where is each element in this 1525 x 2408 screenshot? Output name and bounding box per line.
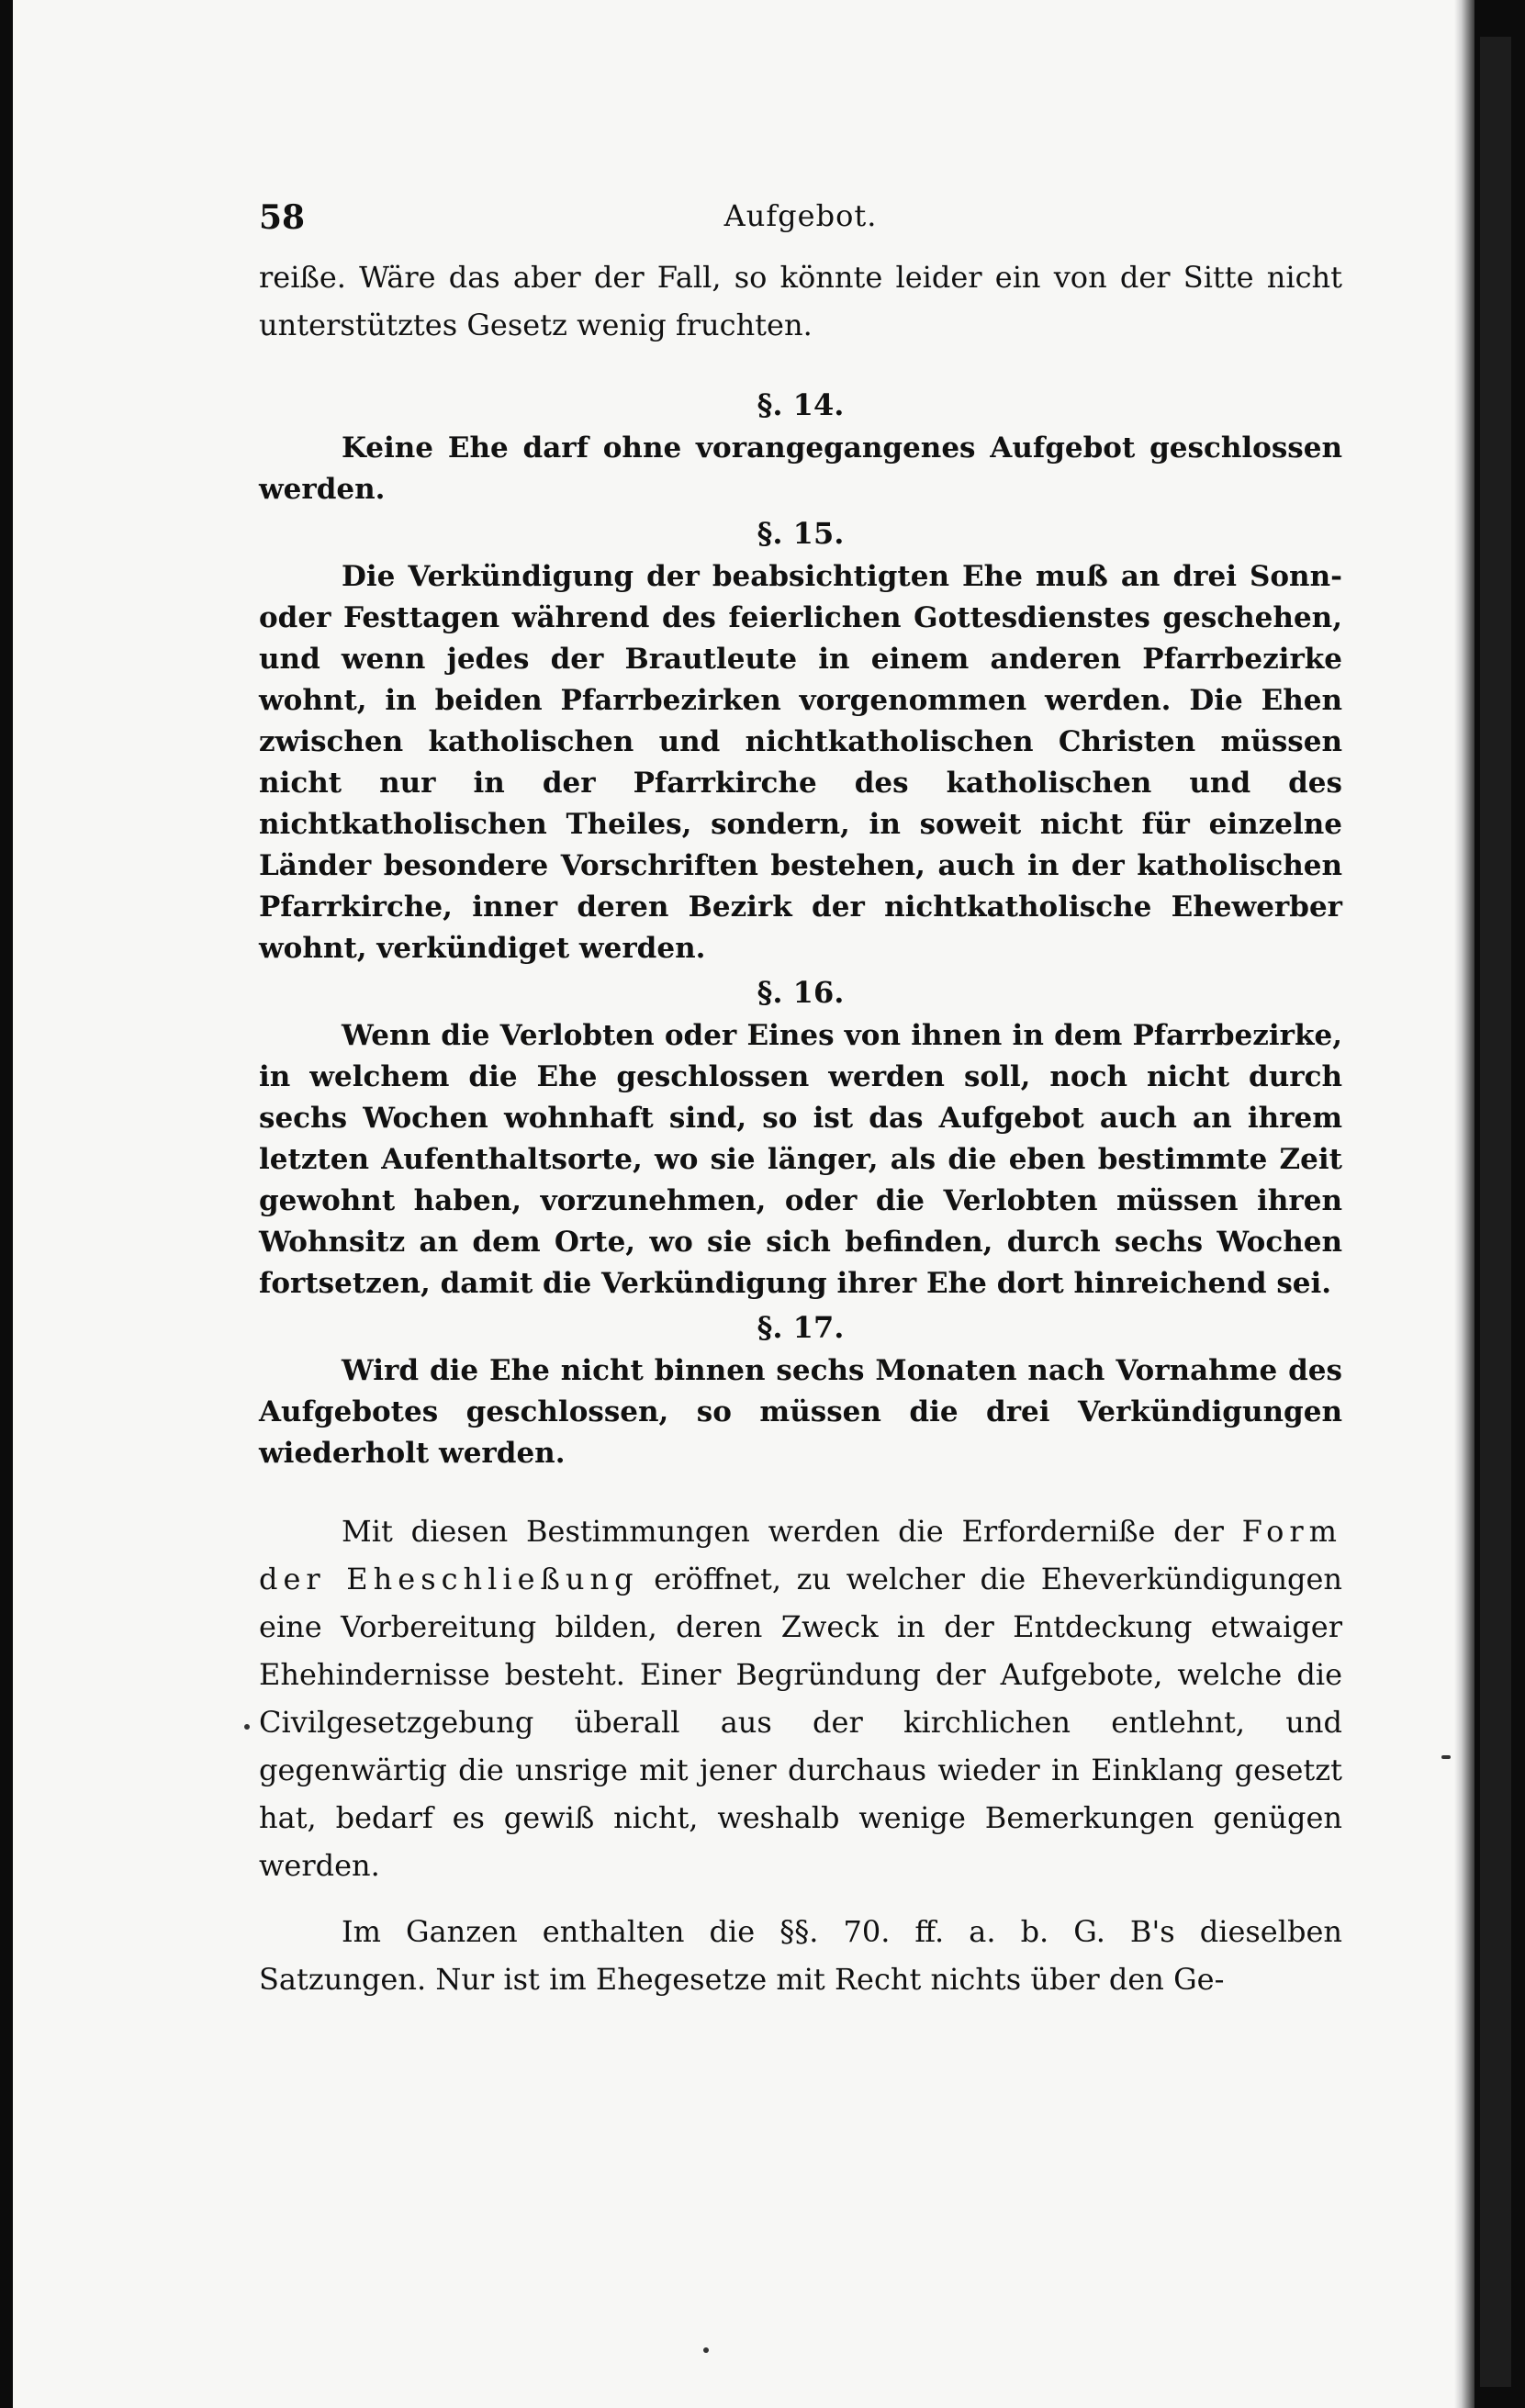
section-text: Wenn die Verlobten oder Eines von ihnen in dem Pfarrbezirke, in welchem die Ehe geschlossen werden soll, noch nicht durch sechs Wochen wohnhaft sind, so ist das Aufgebot auch an ihrem letzten Aufenthaltsorte, wo sie länger, als die eben bestimmte Zeit gewohnt haben, vorzunehmen, oder die Verlobten müssen ihren Wohnsitz an dem Orte, wo sie sich befinden, durch sechs Wochen fortsetzen, damit die Verkündigung ihrer Ehe dort hinreichend sei. bbox=[259, 1019, 1342, 1300]
section-text: Keine Ehe darf ohne vorangegangenes Aufgebot geschlossen werden. bbox=[259, 431, 1342, 506]
section-label: §. 16. bbox=[757, 975, 845, 1010]
commentary-text: Mit diesen Bestimmungen werden die Erforderniße der bbox=[342, 1514, 1242, 1549]
spacer bbox=[259, 349, 1342, 382]
book-spine-shadow bbox=[1454, 0, 1475, 2408]
commentary-paragraph-2: Im Ganzen enthalten die §§. 70. ff. a. b. G. B's dieselben Satzungen. Nur ist im Ehegesetze mit Recht nichts über den Ge- bbox=[259, 1914, 1342, 1997]
commentary-paragraph-1 bbox=[259, 1507, 1342, 1889]
opposite-page-edge bbox=[1480, 37, 1511, 2387]
opening-paragraph: reiße. Wäre das aber der Fall, so könnte leider ein von der Sitte nicht unterstütztes Gesetz wenig fruchten. bbox=[259, 260, 1342, 342]
scan-speck bbox=[1441, 1755, 1451, 1759]
section-16 bbox=[259, 969, 1342, 1305]
section-15 bbox=[259, 510, 1342, 969]
section-14 bbox=[259, 382, 1342, 510]
section-label: §. 15. bbox=[757, 516, 845, 551]
section-17 bbox=[259, 1305, 1342, 1474]
scan-speck bbox=[244, 1724, 250, 1730]
running-title: Aufgebot. bbox=[723, 198, 878, 233]
emphasized-term: Form der Eheschließung bbox=[259, 1514, 1342, 1596]
text-block bbox=[259, 180, 1342, 2003]
spacer bbox=[259, 1889, 1342, 1908]
scan-speck bbox=[703, 2347, 709, 2353]
spacer bbox=[259, 1474, 1342, 1507]
section-text: Wird die Ehe nicht binnen sechs Monaten nach Vornahme des Aufgebotes geschlossen, so müssen die drei Verkündigungen wiederholt werden. bbox=[259, 1354, 1342, 1470]
page-header bbox=[259, 180, 1342, 253]
section-text: Die Verkündigung der beabsichtigten Ehe muß an drei Sonn- oder Festtagen während des feierlichen Gottesdienstes geschehen, und wenn jedes der Brautleute in einem anderen Pfarrbezirke wohnt, in beiden Pfarrbezirken vorgenommen werden. Die Ehen zwischen katholischen und nichtkatholischen Christen müssen nicht nur in der Pfarrkirche des katholischen und des nichtkatholischen Theiles, sondern, in soweit nicht für einzelne Länder besondere Vorschriften bestehen, auch in der katholischen Pfarrkirche, inner deren Bezirk der nichtkatholische Ehewerber wohnt, verkündiget werden. bbox=[259, 560, 1342, 965]
section-label: §. 17. bbox=[757, 1310, 845, 1345]
page-number: 58 bbox=[259, 198, 306, 237]
section-label: §. 14. bbox=[757, 387, 845, 422]
commentary-text: eröffnet, zu welcher die Eheverkündigungen eine Vorbereitung bilden, deren Zweck in der Entdeckung etwaiger Ehehindernisse besteht. Einer Begründung der Aufgebote, welche die Civilgesetzgebung überall aus der kirchlichen entlehnt, und gegenwärtig die unsrige mit jener durchaus wieder in Einklang gesetzt hat, bedarf es gewiß nicht, weshalb wenige Bemerkungen genügen werden. bbox=[259, 1562, 1343, 1883]
